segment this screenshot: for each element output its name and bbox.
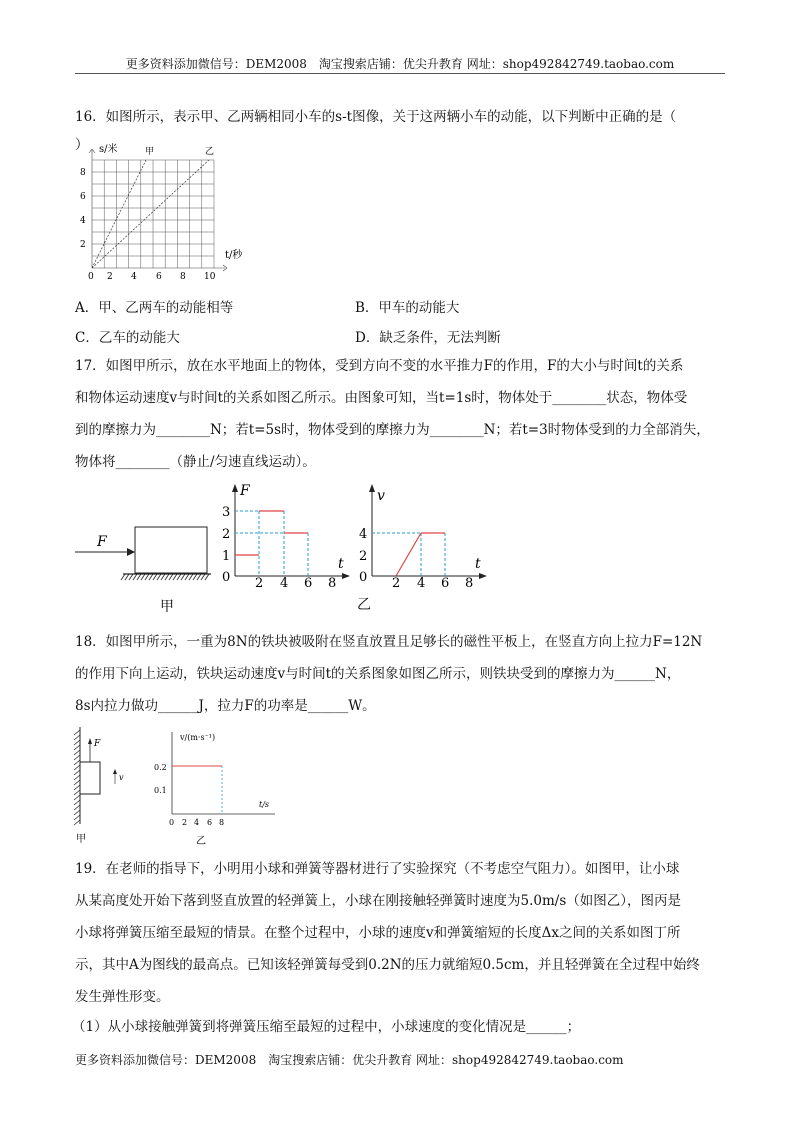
q19-line: 发生弹性形变。 — [75, 989, 170, 1005]
q18-line: 的作用下向上运动，铁块运动速度v与时间t的关系图象如图乙所示，则铁块受到的摩擦力为______N， — [75, 666, 681, 682]
q18-label-yi: 乙 — [196, 836, 206, 847]
q19-line: 小球将弹簧压缩至最短的情景。在整个过程中，小球的速度v和弹簧缩短的长度Δx之间的关系如图丁所 — [75, 925, 681, 941]
q17-F-ytick: 1 — [222, 549, 231, 564]
q16-xtick: 10 — [204, 272, 216, 282]
q16-xtick: 8 — [180, 272, 186, 282]
q18-xlabel: t/s — [259, 800, 270, 809]
q16-ytick: 2 — [80, 240, 86, 250]
q17-label-yi: 乙 — [357, 597, 371, 613]
q17-v-xtick: 8 — [465, 576, 474, 588]
q17-line: 到的摩擦力为________N；若t=5s时，物体受到的摩擦力为________N；若t=3时物体受到的力全部消失， — [75, 422, 710, 438]
q17-F-ytick: 0 — [222, 570, 231, 585]
q17-line: 17．如图甲所示，放在水平地面上的物体，受到方向不变的水平推力F的作用，F的大小与时间t的关系 — [75, 358, 684, 374]
q18-stem — [75, 626, 725, 722]
q18-xtick: 6 — [207, 818, 213, 827]
q18-xtick: 2 — [182, 818, 188, 827]
q16-option-d: D．缺乏条件，无法判断 — [355, 330, 501, 346]
q19-sub1: （1）从小球接触弹簧到将弹簧压缩至最短的过程中，小球速度的变化情况是______； — [72, 1019, 581, 1035]
q17-figure-block — [75, 480, 215, 620]
q16-ytick: 6 — [80, 192, 86, 202]
q19-line: 19．在老师的指导下，小明用小球和弹簧等器材进行了实验探究（不考虑空气阻力）。如图甲，让小球 — [75, 861, 680, 877]
q17-F-xtick: 6 — [304, 576, 313, 588]
q18-v-t-graph — [150, 726, 285, 851]
q16-xtick: 2 — [107, 272, 113, 282]
q16-st-graph — [75, 140, 255, 290]
header-rule — [75, 73, 725, 74]
q17-v-t-graph — [355, 478, 490, 588]
q17-v-xlabel: t — [475, 556, 481, 572]
q19-line: 示，其中A为图线的最高点。已知该轻弹簧每受到0.2N的压力就缩短0.5cm，并且轻弹簧在全过程中始终 — [75, 957, 700, 973]
page-header: 更多资料添加微信号：DEM2008 淘宝搜索店铺：优尖升教育 网址：shop492842749.taobao.com — [125, 57, 675, 71]
q17-F-ytick: 3 — [222, 505, 231, 520]
q18-force-label: F — [94, 739, 101, 749]
q17-line: 和物体运动速度v与时间t的关系如图乙所示。由图象可知，当t=1s时，物体处于________状态，物体受 — [75, 390, 688, 406]
q18-velocity-label: v — [119, 773, 124, 782]
q17-v-ytick: 0 — [359, 570, 368, 585]
q17-F-ylabel: F — [240, 483, 250, 499]
q17-v-ytick: 4 — [359, 527, 368, 542]
q17-v-ylabel: v — [377, 488, 385, 504]
q17-v-ytick: 2 — [359, 549, 368, 564]
q16-ytick: 8 — [80, 168, 86, 178]
q16-ylabel: s/米 — [99, 144, 118, 155]
q17-v-xtick: 2 — [392, 576, 401, 588]
q18-xtick: 8 — [219, 818, 225, 827]
q16-option-b: B．甲车的动能大 — [355, 300, 460, 316]
q16-label-yi: 乙 — [205, 147, 215, 157]
q16-origin: 0 — [88, 272, 94, 282]
q16-xlabel: t/秒 — [225, 250, 243, 261]
q16-ytick: 4 — [80, 216, 86, 226]
q16-option-a: A．甲、乙两车的动能相等 — [75, 300, 234, 316]
q17-F-xlabel: t — [338, 556, 344, 572]
q18-line: 8s内拉力做功______J，拉力F的功率是______W。 — [75, 698, 376, 714]
q18-figure-block — [70, 722, 140, 847]
q16-xtick: 6 — [156, 272, 162, 282]
q17-F-xtick: 4 — [280, 576, 289, 588]
q17-F-xtick: 8 — [328, 576, 337, 588]
q16-xtick: 4 — [131, 272, 137, 282]
q17-F-t-graph — [218, 478, 353, 588]
page-footer: 更多资料添加微信号：DEM2008 淘宝搜索店铺：优尖升教育 网址：shop492842749.taobao.com — [75, 1053, 624, 1067]
q17-stem — [75, 350, 725, 478]
q18-xtick: 4 — [194, 818, 200, 827]
q19-stem — [75, 853, 725, 1013]
q16-option-c: C．乙车的动能大 — [75, 330, 180, 346]
q16-stem-line2: ） — [75, 137, 89, 153]
q18-label-jia: 甲 — [76, 834, 86, 845]
q17-F-xtick: 2 — [255, 576, 264, 588]
q18-ytick: 0.2 — [154, 763, 167, 772]
q18-line: 18．如图甲所示，一重为8N的铁块被吸附在竖直放置且足够长的磁性平板上，在竖直方向上拉力F=12N — [75, 634, 703, 650]
q17-force-label: F — [97, 534, 107, 550]
q18-ytick: 0.1 — [154, 786, 167, 795]
q17-v-xtick: 6 — [441, 576, 450, 588]
q17-F-ytick: 2 — [222, 527, 231, 542]
q16-stem-line1: 16．如图所示，表示甲、乙两辆相同小车的s-t图像，关于这两辆小车的动能，以下判断中正确的是（ — [75, 109, 677, 125]
q19-line: 从某高度处开始下落到竖直放置的轻弹簧上，小球在刚接触轻弹簧时速度为5.0m/s（如图乙），图丙是 — [75, 893, 681, 909]
q16-label-jia: 甲 — [145, 147, 155, 157]
q18-xtick: 0 — [169, 818, 175, 827]
q18-ylabel: v/(m·s⁻¹) — [180, 733, 216, 742]
q17-label-jia: 甲 — [160, 599, 174, 615]
q17-line: 物体将________（静止/匀速直线运动）。 — [75, 454, 316, 470]
q17-v-xtick: 4 — [417, 576, 426, 588]
